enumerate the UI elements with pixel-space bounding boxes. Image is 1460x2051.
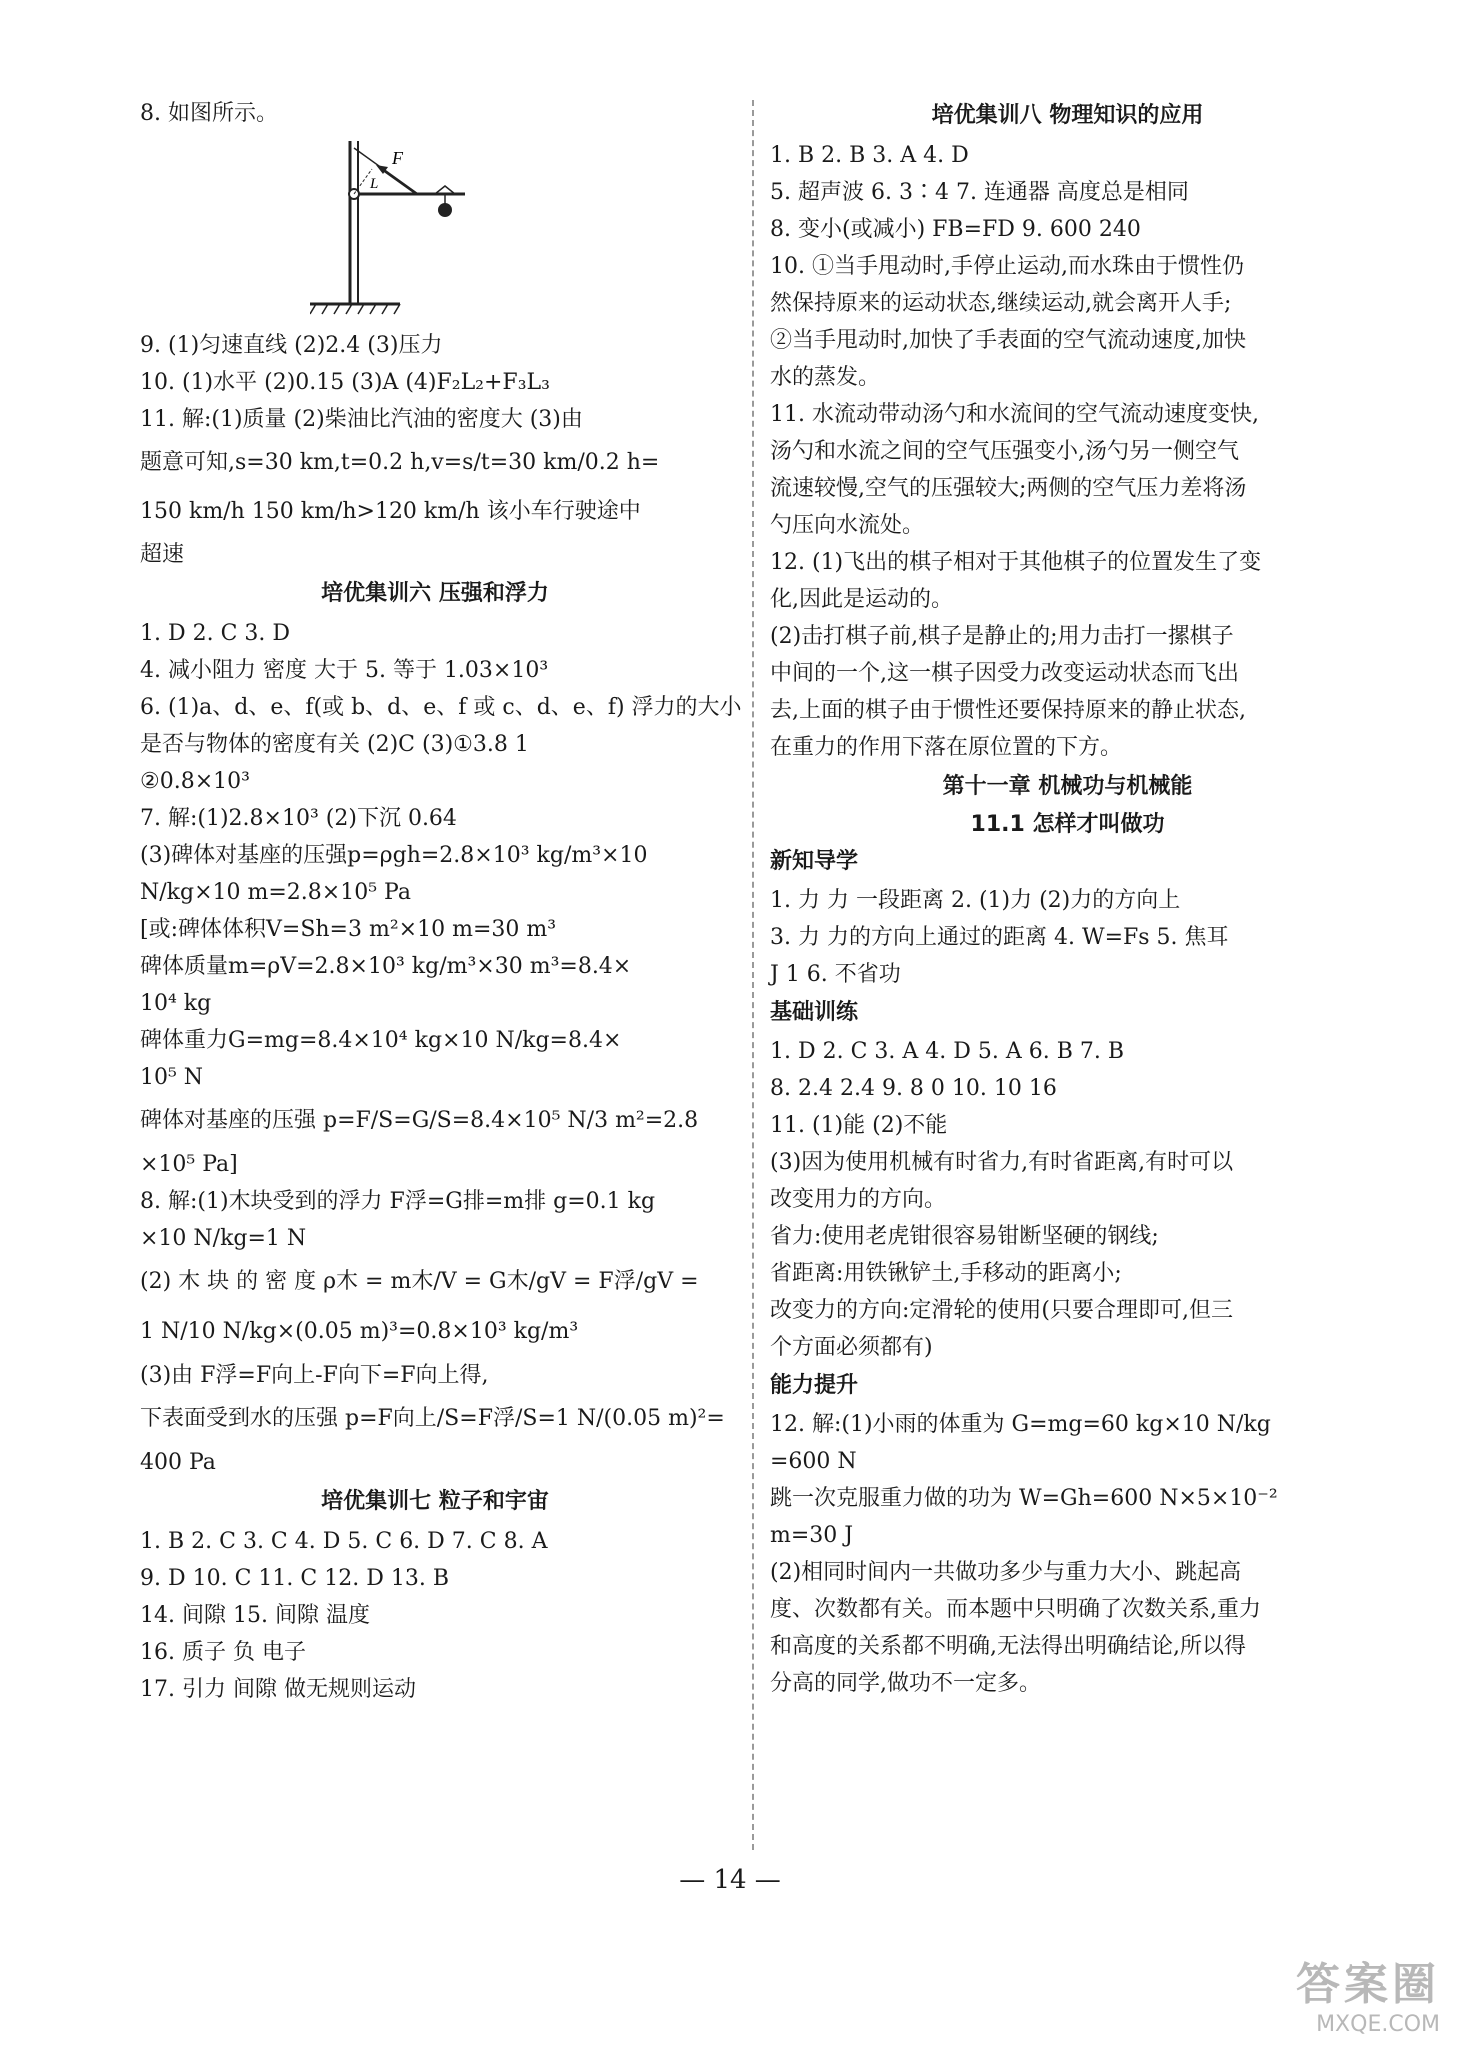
answer-line: 1. B 2. C 3. C 4. D 5. C 6. D 7. C 8. A [140,1529,548,1554]
answer-line: 碑体对基座的压强 p=F/S=G/S=8.4×10⁵ N/3 m²=2.8 [140,1108,699,1133]
answer-line: 碑体质量m=ρV=2.8×10³ kg/m³×30 m³=8.4× [140,954,632,979]
answer-line: 下表面受到水的压强 p=F向上/S=F浮/S=1 N/(0.05 m)²= [140,1406,725,1431]
answer-line: 省距离:用铁锹铲土,手移动的距离小; [770,1261,1122,1286]
answer-line: 1. B 2. B 3. A 4. D [770,143,969,168]
answer-line: 改变力的方向:定滑轮的使用(只要合理即可,但三 [770,1298,1233,1323]
answer-line: (2)相同时间内一共做功多少与重力大小、跳起高 [770,1560,1242,1585]
answer-line: J 1 6. 不省功 [770,962,901,987]
answer-line: 省力:使用老虎钳很容易钳断坚硬的钢线; [770,1224,1159,1249]
answer-line: m=30 J [770,1523,854,1548]
answer-line: 9. (1)匀速直线 (2)2.4 (3)压力 [140,333,443,358]
subsection-heading: 基础训练 [770,1000,859,1025]
answer-line: (3)因为使用机械有时省力,有时省距离,有时可以 [770,1150,1234,1175]
answer-line: [或:碑体体积V=Sh=3 m²×10 m=30 m³ [140,917,557,942]
answer-line: 改变用力的方向。 [770,1187,947,1212]
answer-line: 1. 力 力 一段距离 2. (1)力 (2)力的方向上 [770,888,1181,913]
answer-line: 5. 超声波 6. 3∶4 7. 连通器 高度总是相同 [770,180,1189,205]
section-heading: 培优集训八 物理知识的应用 [931,103,1204,128]
answer-line: 12. 解:(1)小雨的体重为 G=mg=60 kg×10 N/kg [770,1412,1271,1437]
answer-line: 7. 解:(1)2.8×10³ (2)下沉 0.64 [140,806,457,831]
watermark [1296,1948,1440,2037]
lever-figure [310,136,490,321]
answer-line: 8. 2.4 2.4 9. 8 0 10. 10 16 [770,1076,1057,1101]
answer-line: 跳一次克服重力做的功为 W=Gh=600 N×5×10⁻² [770,1486,1278,1511]
answer-line: 9. D 10. C 11. C 12. D 13. B [140,1566,449,1591]
answer-line: 度、次数都有关。而本题中只明确了次数关系,重力 [770,1597,1261,1622]
chapter-heading: 第十一章 机械功与机械能 [942,774,1193,799]
answer-line: 中间的一个,这一棋子因受力改变运动状态而飞出 [770,661,1239,686]
left-column [140,95,742,1708]
answer-line: 11. 解:(1)质量 (2)柴油比汽油的密度大 (3)由 [140,407,583,432]
answer-line: =600 N [770,1449,857,1474]
answer-line: 流速较慢,空气的压强较大;两侧的空气压力差将汤 [770,476,1247,501]
subsection-heading: 新知导学 [770,849,859,874]
answer-line: 水的蒸发。 [770,365,881,390]
section-heading: 培优集训六 压强和浮力 [321,581,549,606]
force-arrow [380,168,415,193]
right-column [770,95,1365,1702]
section-heading: 培优集训七 粒子和宇宙 [321,1489,549,1514]
answer-line: ②0.8×10³ [140,769,250,794]
answer-line: 8. 解:(1)木块受到的浮力 F浮=G排=m排 g=0.1 kg [140,1189,656,1214]
lesson-heading: 11.1 怎样才叫做功 [970,812,1165,837]
answer-line: (2)击打棋子前,棋子是静止的;用力击打一摞棋子 [770,624,1234,649]
answer-line: ×10 N/kg=1 N [140,1226,307,1251]
answer-line: ②当手甩动时,加快了手表面的空气流动速度,加快 [770,328,1246,353]
answer-line: 11. (1)能 (2)不能 [770,1113,948,1138]
answer-line: 10⁵ N [140,1065,204,1090]
answer-line: 11. 水流动带动汤勺和水流间的空气流动速度变快, [770,402,1259,427]
answer-line: ×10⁵ Pa] [140,1152,238,1177]
answer-line: 3. 力 力的方向上通过的距离 4. W=Fs 5. 焦耳 [770,925,1229,950]
answer-line: 化,因此是运动的。 [770,587,953,612]
answer-line: 8. 变小(或减小) FB=FD 9. 600 240 [770,217,1141,242]
answer-line: 12. (1)飞出的棋子相对于其他棋子的位置发生了变 [770,550,1262,575]
answer-line: 题意可知,s=30 km,t=0.2 h,v=s/t=30 km/0.2 h= [140,450,660,475]
answer-line: 10. (1)水平 (2)0.15 (3)A (4)F₂L₂+F₃L₃ [140,370,550,395]
answer-line: 6. (1)a、d、e、f(或 b、d、e、f 或 c、d、e、f) 浮力的大小 [140,695,742,720]
answer-line: 150 km/h 150 km/h>120 km/h 该小车行驶途中 [140,499,641,524]
answer-line: 10⁴ kg [140,991,212,1016]
label-L: L [370,176,379,192]
label-F: F [392,148,403,168]
answer-line: (3)碑体对基座的压强p=ρgh=2.8×10³ kg/m³×10 [140,843,648,868]
subsection-heading: 能力提升 [770,1373,859,1398]
answer-line: (3)由 F浮=F向上-F向下=F向上得, [140,1363,489,1388]
watermark-logo: 答案圈 [1296,1959,1440,2010]
answer-line: 1. D 2. C 3. A 4. D 5. A 6. B 7. B [770,1039,1125,1064]
answer-line: 17. 引力 间隙 做无规则运动 [140,1677,416,1702]
answer-line: 个方面必须都有) [770,1335,933,1360]
column-divider [752,100,754,1850]
watermark-site: MXQE.COM [1316,2012,1440,2037]
answer-line: 分高的同学,做功不一定多。 [770,1671,1041,1696]
answer-line: 汤勺和水流之间的空气压强变小,汤勺另一侧空气 [770,439,1239,464]
answer-line: 8. 如图所示。 [140,101,278,126]
answer-line: 1. D 2. C 3. D [140,621,291,646]
answer-line: 勺压向水流处。 [770,513,925,538]
answer-line: 400 Pa [140,1450,216,1475]
answer-line: 去,上面的棋子由于惯性还要保持原来的静止状态, [770,698,1246,723]
answer-line: 4. 减小阻力 密度 大于 5. 等于 1.03×10³ [140,658,549,683]
weight-ball [438,203,452,217]
answer-line: 在重力的作用下落在原位置的下方。 [770,735,1123,760]
answer-line: N/kg×10 m=2.8×10⁵ Pa [140,880,411,905]
answer-line: 超速 [140,542,185,567]
answer-line: 14. 间隙 15. 间隙 温度 [140,1603,370,1628]
answer-line: 10. ①当手甩动时,手停止运动,而水珠由于惯性仍 [770,254,1244,279]
answer-line: 16. 质子 负 电子 [140,1640,306,1665]
answer-line: 碑体重力G=mg=8.4×10⁴ kg×10 N/kg=8.4× [140,1028,622,1053]
answer-line: (2) 木 块 的 密 度 ρ木 = m木/V = G木/gV = F浮/gV = [140,1269,699,1294]
answer-line: 1 N/10 N/kg×(0.05 m)³=0.8×10³ kg/m³ [140,1319,579,1344]
answer-line: 然保持原来的运动状态,继续运动,就会离开人手; [770,291,1232,316]
page-number: — 14 — [679,1865,781,1895]
answer-line: 是否与物体的密度有关 (2)C (3)①3.8 1 [140,732,529,757]
answer-line: 和高度的关系都不明确,无法得出明确结论,所以得 [770,1634,1246,1659]
